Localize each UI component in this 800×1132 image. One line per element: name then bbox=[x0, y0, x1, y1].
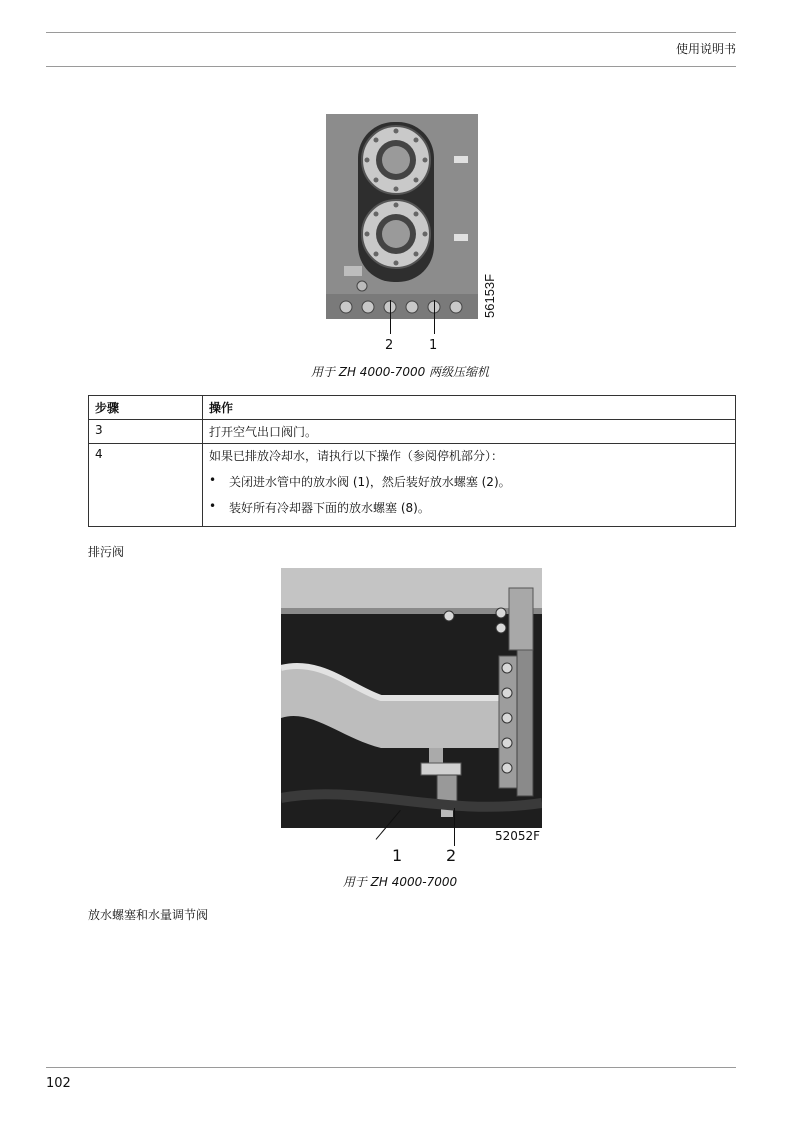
section-title-drain-plug: 放水螺塞和水量调节阀 bbox=[88, 908, 209, 922]
header-top-rule bbox=[46, 32, 736, 33]
step-number: 4 bbox=[89, 444, 203, 527]
bullet-text: 关闭进水管中的放水阀 (1)，然后装好放水螺塞 (2)。 bbox=[229, 475, 511, 489]
header-bottom-rule bbox=[46, 66, 736, 67]
figure2-callout-2: 2 bbox=[446, 846, 457, 865]
figure2-caption: 用于 ZH 4000-7000 bbox=[342, 875, 458, 889]
drain-valve-photo bbox=[281, 568, 542, 828]
bullet-symbol: • bbox=[209, 473, 217, 487]
figure2-callout-1: 1 bbox=[392, 846, 403, 865]
figure1-callout-line-2 bbox=[390, 300, 391, 334]
document-title: 使用说明书 bbox=[675, 42, 736, 56]
bullet-item bbox=[209, 499, 729, 516]
table-row bbox=[89, 420, 736, 444]
figure2-callout-line-2 bbox=[454, 808, 455, 846]
figure1-code bbox=[478, 272, 500, 318]
figure1-code-text: 56153F bbox=[482, 273, 497, 318]
figure1-callout-1: 1 bbox=[429, 338, 438, 353]
footer-rule bbox=[46, 1067, 736, 1068]
step-action-cell bbox=[203, 444, 736, 527]
header-action: 操作 bbox=[203, 396, 736, 420]
figure2-code: 52052F bbox=[495, 829, 541, 843]
page-number: 102 bbox=[46, 1076, 71, 1091]
bullet-text: 装好所有冷却器下面的放水螺塞 (8)。 bbox=[229, 501, 430, 515]
table-header-row bbox=[89, 396, 736, 420]
step-action: 打开空气出口阀门。 bbox=[203, 420, 736, 444]
header-step: 步骤 bbox=[89, 396, 203, 420]
figure1-caption: 用于 ZH 4000-7000 两级压缩机 bbox=[310, 365, 490, 379]
step-action: 如果已排放冷却水，请执行以下操作（参阅停机部分）： bbox=[209, 449, 504, 463]
table-row bbox=[89, 444, 736, 527]
bullet-item bbox=[209, 473, 729, 490]
compressor-panel-photo bbox=[326, 114, 478, 319]
steps-table bbox=[88, 395, 736, 527]
figure1-callout-line-1 bbox=[434, 300, 435, 334]
figure1-callout-2: 2 bbox=[385, 338, 394, 353]
bullet-symbol: • bbox=[209, 499, 217, 513]
section-title-drain-valve: 排污阀 bbox=[88, 545, 125, 559]
step-number: 3 bbox=[89, 420, 203, 444]
